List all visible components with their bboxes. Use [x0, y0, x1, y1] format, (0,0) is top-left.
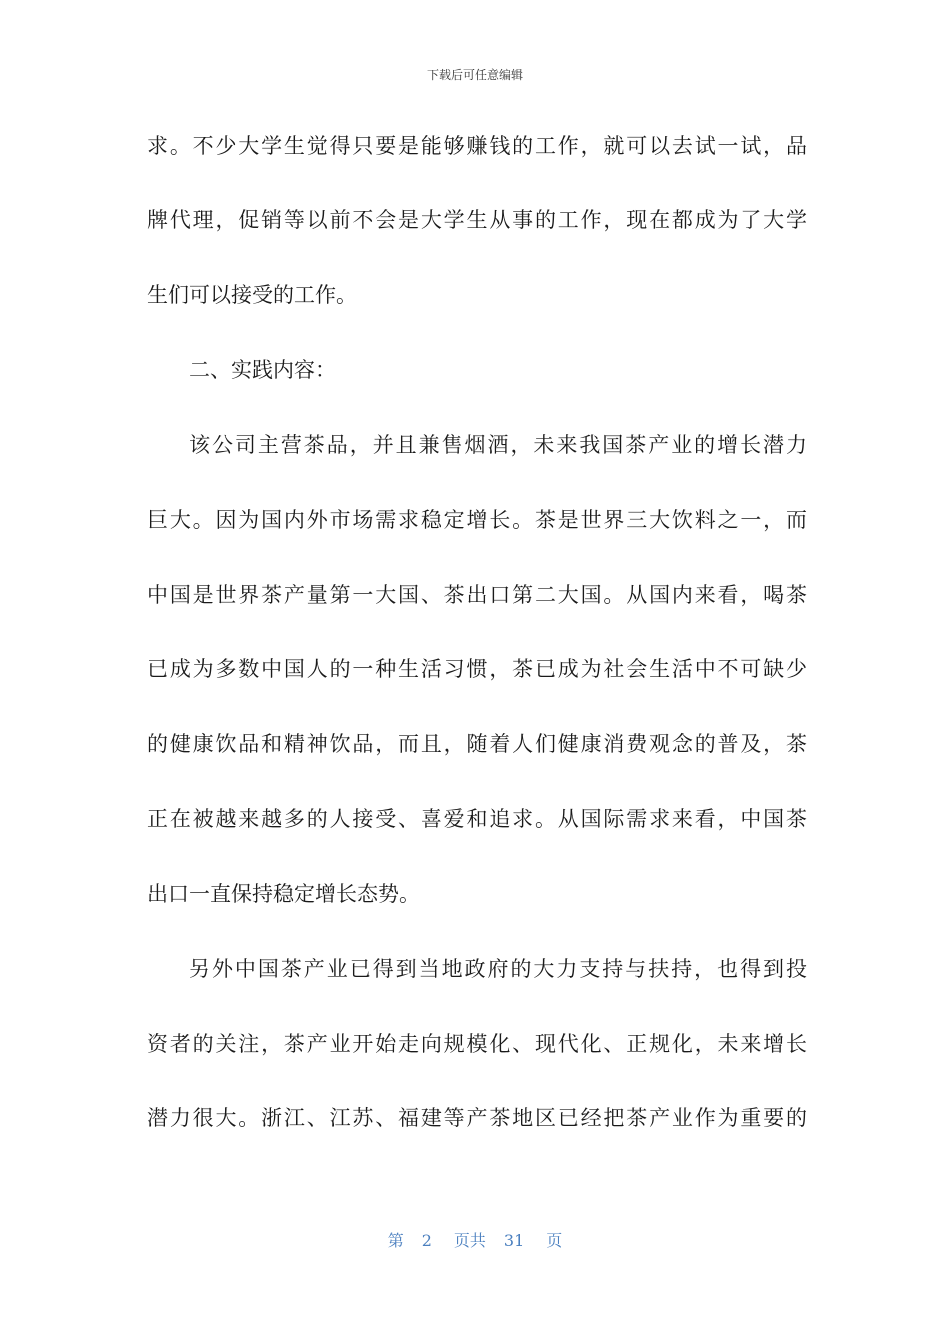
paragraph-line: 牌代理，促销等以前不会是大学生从事的工作，现在都成为了大学 [147, 208, 807, 232]
paragraph-line: 潜力很大。浙江、江苏、福建等产茶地区已经把茶产业作为重要的 [147, 1106, 807, 1130]
section-heading: 二、实践内容： [189, 358, 336, 382]
current-page-number: 2 [421, 1231, 432, 1250]
paragraph-line: 中国是世界茶产量第一大国、茶出口第二大国。从国内来看，喝茶 [147, 583, 807, 607]
page-header: 下载后可任意编辑 [426, 68, 523, 82]
paragraph-line: 另外中国茶产业已得到当地政府的大力支持与扶持，也得到投 [189, 957, 807, 981]
footer-mid: 页共 [453, 1231, 486, 1250]
paragraph-line: 出口一直保持稳定增长态势。 [147, 882, 420, 906]
paragraph-line: 已成为多数中国人的一种生活习惯，茶已成为社会生活中不可缺少 [147, 657, 807, 681]
paragraph-line: 巨大。因为国内外市场需求稳定增长。茶是世界三大饮料之一，而 [147, 508, 807, 532]
total-pages-number: 31 [503, 1231, 525, 1250]
paragraph-line: 资者的关注，茶产业开始走向规模化、现代化、正规化，未来增长 [147, 1032, 807, 1056]
paragraph-line: 生们可以接受的工作。 [147, 283, 357, 307]
paragraph-line: 正在被越来越多的人接受、喜爱和追求。从国际需求来看，中国茶 [147, 807, 807, 831]
paragraph-line: 求。不少大学生觉得只要是能够赚钱的工作，就可以去试一试，品 [147, 134, 807, 158]
paragraph-line: 该公司主营茶品，并且兼售烟酒，未来我国茶产业的增长潜力 [189, 433, 807, 457]
footer-suffix: 页 [546, 1231, 563, 1250]
paragraph-line: 的健康饮品和精神饮品，而且，随着人们健康消费观念的普及，茶 [147, 732, 807, 756]
footer-prefix: 第 [387, 1231, 404, 1250]
page-footer [0, 1228, 950, 1251]
